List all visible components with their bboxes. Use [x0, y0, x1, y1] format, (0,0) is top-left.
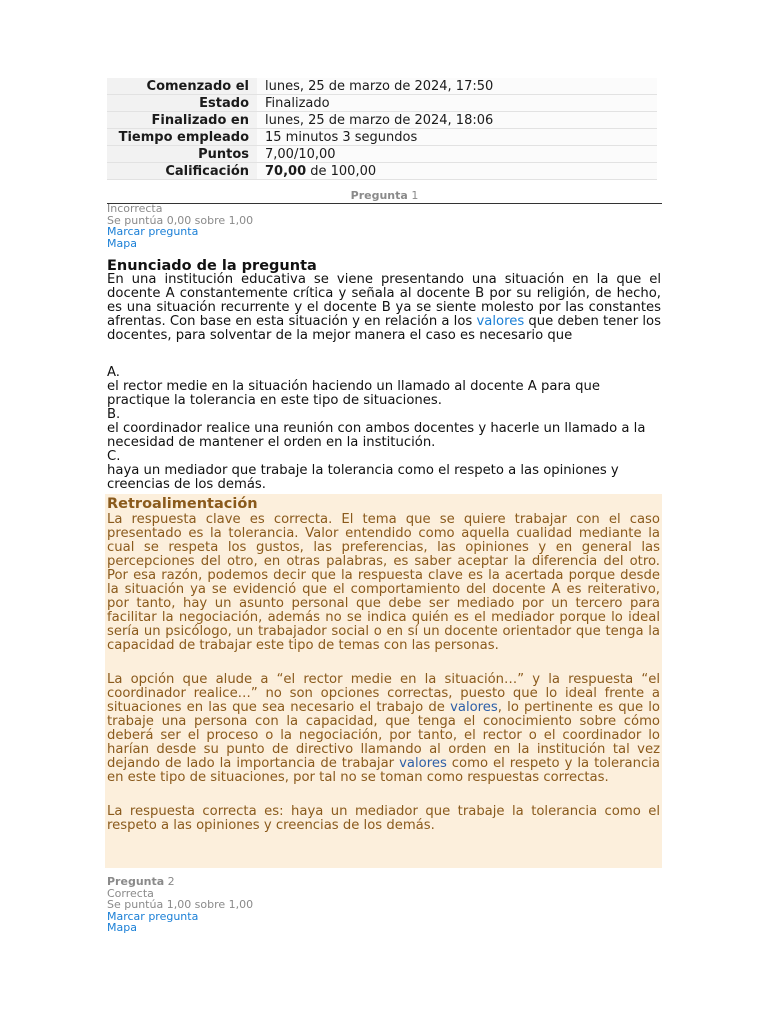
feedback-text-c: como el respeto y la tolerancia en este tipo de situaciones, por tal no se toman como respuestas correctas. — [107, 756, 660, 785]
option-letter: A. — [107, 365, 120, 380]
summary-value — [257, 163, 657, 180]
summary-value: 15 minutos 3 segundos — [257, 129, 657, 146]
grade-value: 70,00 — [265, 164, 307, 179]
question-heading — [107, 876, 253, 888]
question-score: Se puntúa 0,00 sobre 1,00 — [107, 213, 254, 227]
summary-row — [107, 95, 657, 112]
answer-options — [107, 366, 661, 492]
option-letter: C. — [107, 449, 121, 464]
question-score: Se puntúa 1,00 sobre 1,00 — [107, 898, 254, 911]
feedback-title: Retroalimentación — [107, 496, 258, 512]
summary-row — [107, 146, 657, 163]
summary-label: Estado — [107, 95, 257, 112]
valores-link[interactable]: valores — [476, 314, 525, 329]
flag-question-link[interactable]: Marcar pregunta — [107, 909, 199, 923]
summary-label: Calificación — [107, 163, 257, 180]
question-2-info — [107, 876, 253, 934]
question-label: Pregunta — [350, 189, 408, 202]
summary-value: lunes, 25 de marzo de 2024, 17:50 — [257, 78, 657, 95]
statement-text-b: que deben tener los docentes, para solventar de la mejor manera el caso es necesario que — [107, 314, 661, 343]
summary-label: Finalizado en — [107, 112, 257, 129]
question-number: 2 — [167, 875, 175, 888]
valores-link[interactable]: valores — [450, 700, 498, 715]
option-text: el coordinador realice una reunión con ambos docentes y hacerle un llamado a la necesidad de mantener el orden en la institución. — [107, 421, 646, 450]
statement-title: Enunciado de la pregunta — [107, 258, 317, 274]
feedback-text-b: , lo pertinente es que lo trabaje una persona con la capacidad, que tenga el conocimiento sobre cómo deberá ser el proceso o la negociación, por tanto, el rector o el coordinador lo harían desde su punto de directivo llamando al orden en la institución tal vez dejando de lado la importancia de trabajar — [107, 700, 660, 771]
feedback-paragraph-1: La respuesta clave es correcta. El tema que se quiere trabajar con el caso presentado es la tolerancia. Valor entendido como aquella cualidad mediante la cual se respeta los gustos, las preferencias, las opiniones y en general las percepciones del otro, en otras palabras, es saber aceptar la diferencia del otro. Por esa razón, podemos decir que la respuesta clave es la acertada porque desde la situación ya se evidenció que el comportamiento del docente A es reiterativo, por tanto, hay un asunto personal que debe ser mediado por un tercero para facilitar la negociación, además no se indica quién es el mediador porque lo ideal sería un psicólogo, un trabajador social o en sí un docente orientador que tenga la capacidad de trabajar este tipo de temas con las personas. — [107, 512, 660, 653]
correct-answer-text: La respuesta correcta es: haya un mediador que trabaje la tolerancia como el respeto a las opiniones y creencias de los demás. — [107, 804, 660, 833]
map-link[interactable]: Mapa — [107, 236, 137, 250]
summary-label: Puntos — [107, 146, 257, 163]
summary-row — [107, 112, 657, 129]
summary-value: 7,00/10,00 — [257, 146, 657, 163]
grade-max: de 100,00 — [306, 164, 377, 179]
question-label: Pregunta — [107, 875, 165, 888]
summary-row — [107, 129, 657, 146]
feedback-paragraph-2 — [107, 673, 660, 785]
option-text: el rector medie en la situación haciendo un llamado al docente A para que practique la tolerancia en este tipo de situaciones. — [107, 379, 601, 408]
option-text: haya un mediador que trabaje la tolerancia como el respeto a las opiniones y creencias de los demás. — [107, 463, 619, 492]
valores-link[interactable]: valores — [399, 756, 447, 771]
question-statement — [107, 273, 661, 343]
question-1-header — [107, 189, 662, 204]
question-state: Correcta — [107, 886, 154, 900]
question-state: Incorrecta — [107, 202, 163, 215]
question-number: 1 — [411, 189, 419, 202]
summary-label: Tiempo empleado — [107, 129, 257, 146]
summary-row — [107, 78, 657, 95]
statement-text-a: En una institución educativa se viene presentando una situación en la que el docente A constantemente crítica y señala al docente B por su religión, de hecho, es una situación recurrente y el docente B ya se siente molesto por las constantes afrentas. Con base en esta situación y en relación a los — [107, 272, 661, 329]
summary-value: lunes, 25 de marzo de 2024, 18:06 — [257, 112, 657, 129]
attempt-summary-table — [107, 78, 657, 180]
flag-question-link[interactable]: Marcar pregunta — [107, 225, 199, 238]
option-letter: B. — [107, 407, 121, 422]
summary-label: Comenzado el — [107, 78, 257, 95]
summary-value: Finalizado — [257, 95, 657, 112]
feedback-text-a: La opción que alude a “el rector medie en la situación…” y la respuesta “el coordinador realice…” no son opciones correctas, puesto que lo ideal frente a situaciones en las que sea necesario el trabajo de — [107, 672, 660, 715]
feedback-box — [105, 494, 662, 868]
summary-row — [107, 163, 657, 180]
question-1-info — [107, 203, 253, 249]
map-link[interactable]: Mapa — [107, 921, 137, 934]
